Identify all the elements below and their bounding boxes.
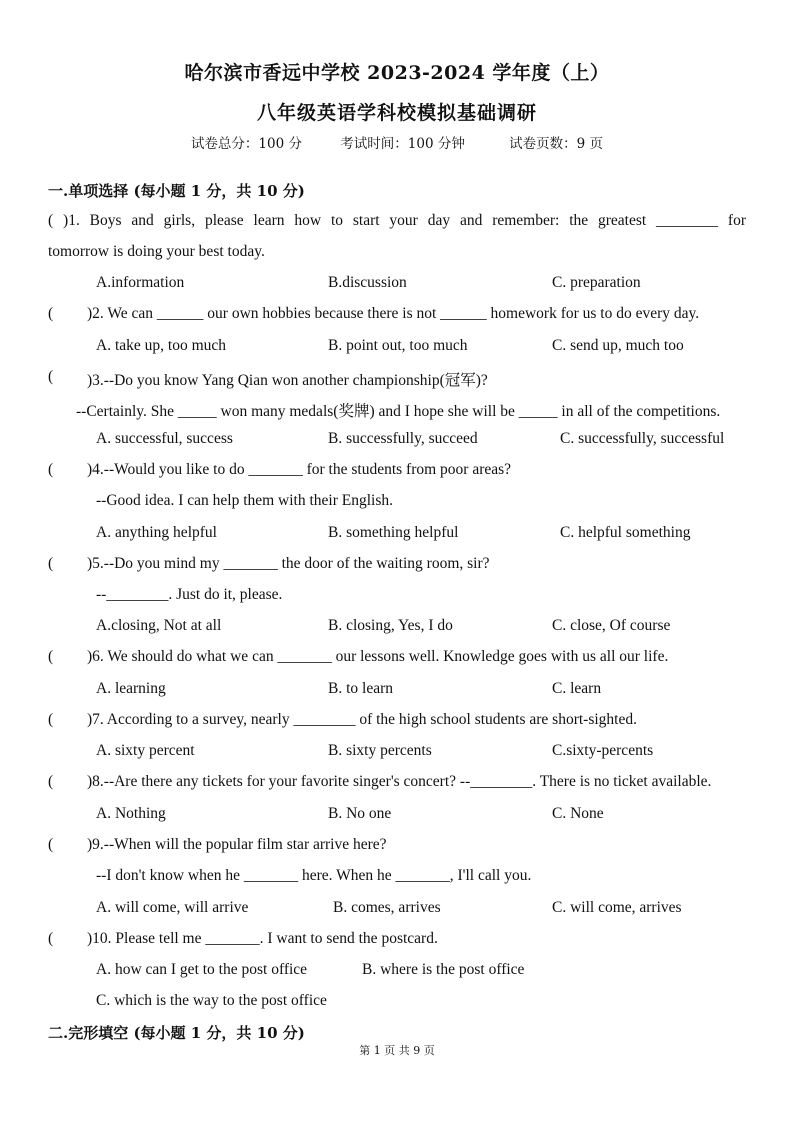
question-5-option-c: C. close, Of course (552, 617, 671, 634)
question-1-option-a: A.information (96, 274, 185, 291)
question-8-option-a: A. Nothing (96, 805, 166, 822)
question-5-option-a: A.closing, Not at all (96, 617, 222, 634)
question-2-option-c: C. send up, much too (552, 337, 684, 354)
question-9-text: )9.--When will the popular film star arrive here? (87, 836, 387, 853)
meta-page-count: 试卷页数：9 页 (509, 136, 604, 152)
question-3-answer-paren: ( (48, 368, 54, 385)
question-10-option-b: B. where is the post office (362, 961, 525, 978)
question-7-answer-paren: ( (48, 711, 54, 728)
question-5-option-b: B. closing, Yes, I do (328, 617, 453, 634)
question-4-text: )4.--Would you like to do _______ for the students from poor areas? (87, 461, 512, 478)
question-1-line2: tomorrow is doing your best today. (48, 243, 265, 260)
question-4-option-b: B. something helpful (328, 524, 459, 541)
question-2-answer-paren: ( (48, 305, 54, 322)
page-subtitle: 八年级英语学科校模拟基础调研 (256, 102, 537, 124)
question-7-option-a: A. sixty percent (96, 742, 195, 759)
question-6-option-c: C. learn (552, 680, 602, 697)
question-9-line2: --I don't know when he _______ here. When he _______, I'll call you. (96, 867, 532, 884)
section-title-single-choice: 一.单项选择 (每小题 1 分，共 10 分) (48, 182, 305, 200)
question-7-text: )7. According to a survey, nearly ________ of the high school students are short-sighted. (87, 711, 637, 728)
question-4-line2: --Good idea. I can help them with their English. (96, 492, 394, 509)
question-7-option-c: C.sixty-percents (552, 742, 654, 759)
question-5-line2: --________. Just do it, please. (96, 586, 283, 603)
question-10-text: )10. Please tell me _______. I want to send the postcard. (87, 930, 438, 947)
question-3-option-a: A. successful, success (96, 430, 233, 447)
question-6-option-a: A. learning (96, 680, 166, 697)
page-title: 哈尔滨市香远中学校 2023-2024 学年度（上） (184, 62, 610, 84)
question-3-option-b: B. successfully, succeed (328, 430, 478, 447)
question-4-option-a: A. anything helpful (96, 524, 217, 541)
question-10-option-c: C. which is the way to the post office (96, 992, 327, 1009)
question-3-line2: --Certainly. She _____ won many medals(奖牌) and I hope she will be _____ in all of the competitions. (76, 403, 721, 420)
question-5-text: )5.--Do you mind my _______ the door of the waiting room, sir? (87, 555, 490, 572)
question-4-option-c: C. helpful something (560, 524, 691, 541)
question-6-option-b: B. to learn (328, 680, 393, 697)
question-4-answer-paren: ( (48, 461, 54, 478)
question-9-option-b: B. comes, arrives (333, 899, 441, 916)
question-10-answer-paren: ( (48, 930, 54, 947)
question-6-text: )6. We should do what we can _______ our lessons well. Knowledge goes with us all our life. (87, 648, 669, 665)
question-2-option-b: B. point out, too much (328, 337, 468, 354)
page-footer: 第 1 页 共 9 页 (359, 1044, 435, 1057)
question-1-line1: ( )1. Boys and girls, please learn how to start your day and remember: the greatest ________ for (48, 212, 746, 229)
meta-total-score: 试卷总分：100 分 (190, 136, 302, 152)
question-9-option-a: A. will come, will arrive (96, 899, 249, 916)
exam-meta (0, 132, 794, 152)
question-1-option-b: B.discussion (328, 274, 407, 291)
question-3-text: )3.--Do you know Yang Qian won another championship(冠军)? (87, 372, 488, 389)
question-9-answer-paren: ( (48, 836, 54, 853)
question-8-answer-paren: ( (48, 773, 54, 790)
question-8-option-b: B. No one (328, 805, 392, 822)
question-5-answer-paren: ( (48, 555, 54, 572)
question-1-option-c: C. preparation (552, 274, 641, 291)
question-9-option-c: C. will come, arrives (552, 899, 682, 916)
question-2-text: )2. We can ______ our own hobbies because there is not ______ homework for us to do every day. (87, 305, 700, 322)
section-title-cloze: 二.完形填空 (每小题 1 分，共 10 分) (48, 1024, 305, 1042)
question-2-option-a: A. take up, too much (96, 337, 227, 354)
question-3-option-c: C. successfully, successful (560, 430, 725, 447)
question-8-text: )8.--Are there any tickets for your favorite singer's concert? --________. There is no ticket available. (87, 773, 712, 790)
question-6-answer-paren: ( (48, 648, 54, 665)
question-7-option-b: B. sixty percents (328, 742, 432, 759)
meta-exam-time: 考试时间：100 分钟 (340, 136, 465, 152)
question-8-option-c: C. None (552, 805, 604, 822)
question-10-option-a: A. how can I get to the post office (96, 961, 308, 978)
